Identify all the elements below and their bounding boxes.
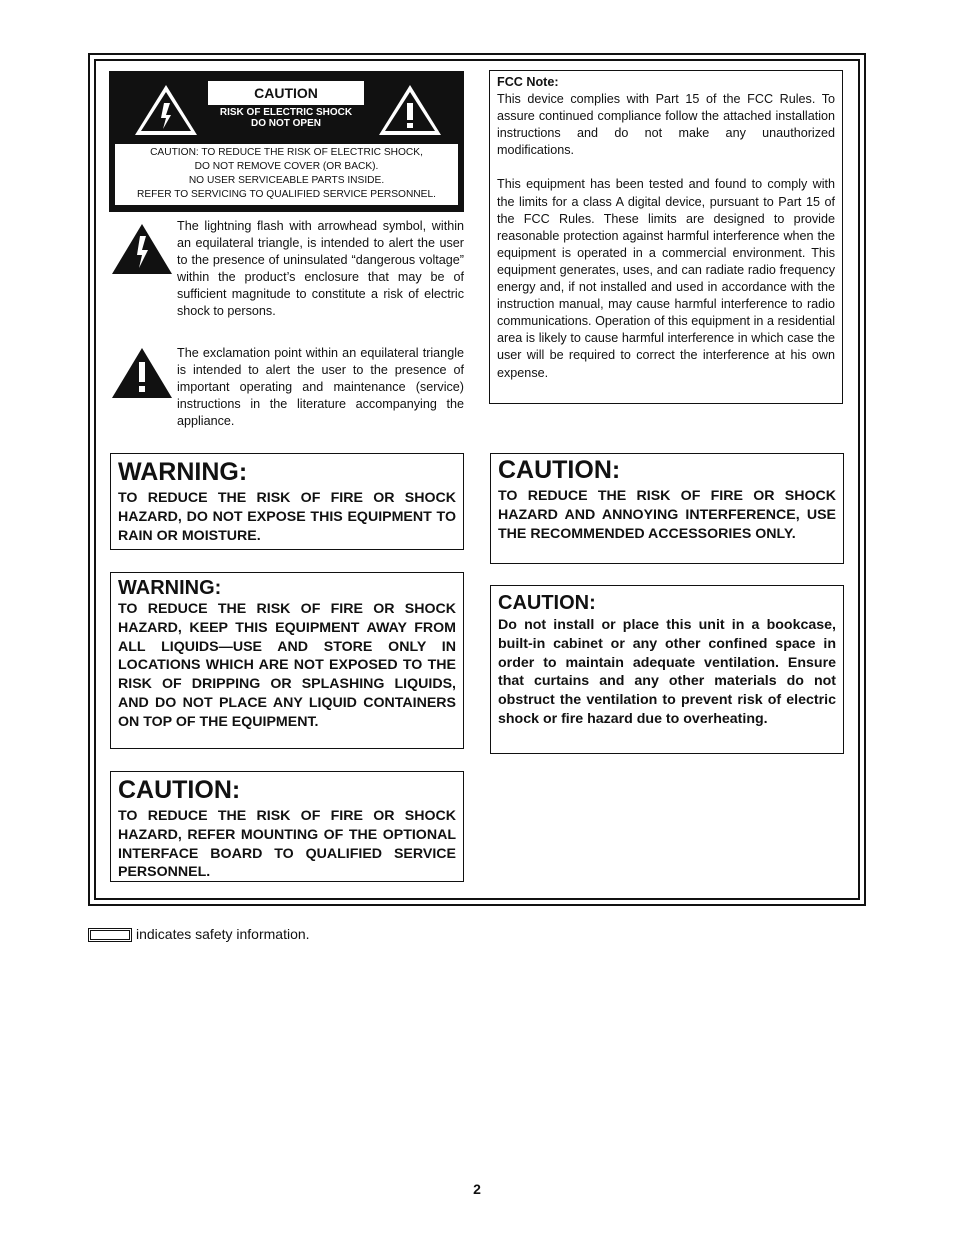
caution-box-accessories (490, 453, 844, 564)
caution-label (109, 71, 464, 212)
caution-label-title: CAUTION (208, 81, 364, 105)
safety-frame-legend-icon (88, 928, 132, 942)
caution-title: CAUTION: (118, 776, 241, 804)
fcc-note-box (489, 70, 843, 404)
fcc-note-heading: FCC Note: (497, 75, 559, 89)
do-not-open-text: DO NOT OPEN (250, 118, 321, 129)
caution-body: Do not install or place this unit in a bookcase, built-in cabinet or any other confined space in order to maintain adequate ventilation. Ensure that curtains and any other materials do not obstruct the ventilation to prevent risk of electric shock or fire hazard due to overheating. (498, 617, 836, 727)
caution-box-interface-board (110, 771, 464, 882)
safety-info-note-text: indicates safety information. (136, 926, 310, 942)
caution-box-ventilation (490, 585, 844, 754)
warning-body: TO REDUCE THE RISK OF FIRE OR SHOCK HAZARD, KEEP THIS EQUIPMENT AWAY FROM ALL LIQUIDS—USE AND STORE ONLY IN LOCATIONS WHICH ARE NOT EXPOSED TO THE RISK OF DRIPPING OR SPLASHING LIQUIDS, AND DO NOT PLACE ANY LIQUID CONTAINERS ON TOP OF THE EQUIPMENT. (118, 601, 456, 730)
page-number: 2 (473, 1181, 481, 1197)
warning-box-rain (110, 453, 464, 550)
caution-label-subtitle (208, 105, 364, 129)
caution-label-text (115, 144, 458, 205)
label-line: DO NOT REMOVE COVER (OR BACK). (194, 161, 379, 172)
caution-title: CAUTION: (498, 592, 596, 614)
lightning-symbol-icon (110, 222, 174, 276)
fcc-note-paragraph-1: This device complies with Part 15 of the FCC Rules. To assure continued compliance follow the attached installation instructions and do not make any unauthorized modifications. (497, 92, 835, 158)
label-line: NO USER SERVICEABLE PARTS INSIDE. (188, 175, 385, 186)
exclamation-triangle-icon (377, 83, 443, 137)
caution-title: CAUTION: (498, 456, 621, 484)
lightning-triangle-icon (133, 83, 199, 137)
label-line: CAUTION: TO REDUCE THE RISK OF ELECTRIC SHOCK, (150, 147, 423, 158)
warning-title: WARNING: (118, 577, 222, 599)
warning-title: WARNING: (118, 458, 248, 486)
caution-body: TO REDUCE THE RISK OF FIRE OR SHOCK HAZARD, REFER MOUNTING OF THE OPTIONAL INTERFACE BOARD TO QUALIFIED SERVICE PERSONNEL. (118, 808, 456, 881)
warning-box-liquids (110, 572, 464, 749)
exclamation-symbol-description: The exclamation point within an equilateral triangle is intended to alert the user to the presence of important operating and maintenance (service) instructions in the literature accompanying the appliance. (177, 346, 464, 429)
fcc-note-paragraph-2: This equipment has been tested and found to comply with the limits for a class A digital device, pursuant to Part 15 of the FCC Rules. These limits are designed to provide reasonable protection against harmful interference when the equipment is operated in a commercial environment. This equipment generates, uses, and can radiate radio frequency energy and, if not installed and used in accordance with the instruction manual, may cause harmful interference to radio communications. Operation of this equipment in a residential area is likely to cause harmful interference in which case the user will be required to correct the interference at his own expense. (497, 177, 835, 380)
warning-body: TO REDUCE THE RISK OF FIRE OR SHOCK HAZARD, DO NOT EXPOSE THIS EQUIPMENT TO RAIN OR MOISTURE. (118, 490, 456, 544)
label-line: REFER TO SERVICING TO QUALIFIED SERVICE PERSONNEL. (137, 189, 436, 200)
caution-body: TO REDUCE THE RISK OF FIRE OR SHOCK HAZARD AND ANNOYING INTERFERENCE, USE THE RECOMMENDED ACCESSORIES ONLY. (498, 488, 836, 542)
risk-of-shock-text: RISK OF ELECTRIC SHOCK (219, 107, 353, 118)
safety-info-note (88, 926, 310, 942)
lightning-symbol-description: The lightning flash with arrowhead symbol, within an equilateral triangle, is intended to alert the user to the presence of uninsulated “dangerous voltage” within the product’s enclosure that may be of sufficient magnitude to constitute a risk of electric shock to persons. (177, 219, 464, 319)
exclamation-symbol-icon (110, 346, 174, 400)
caution-label-box (208, 81, 364, 133)
